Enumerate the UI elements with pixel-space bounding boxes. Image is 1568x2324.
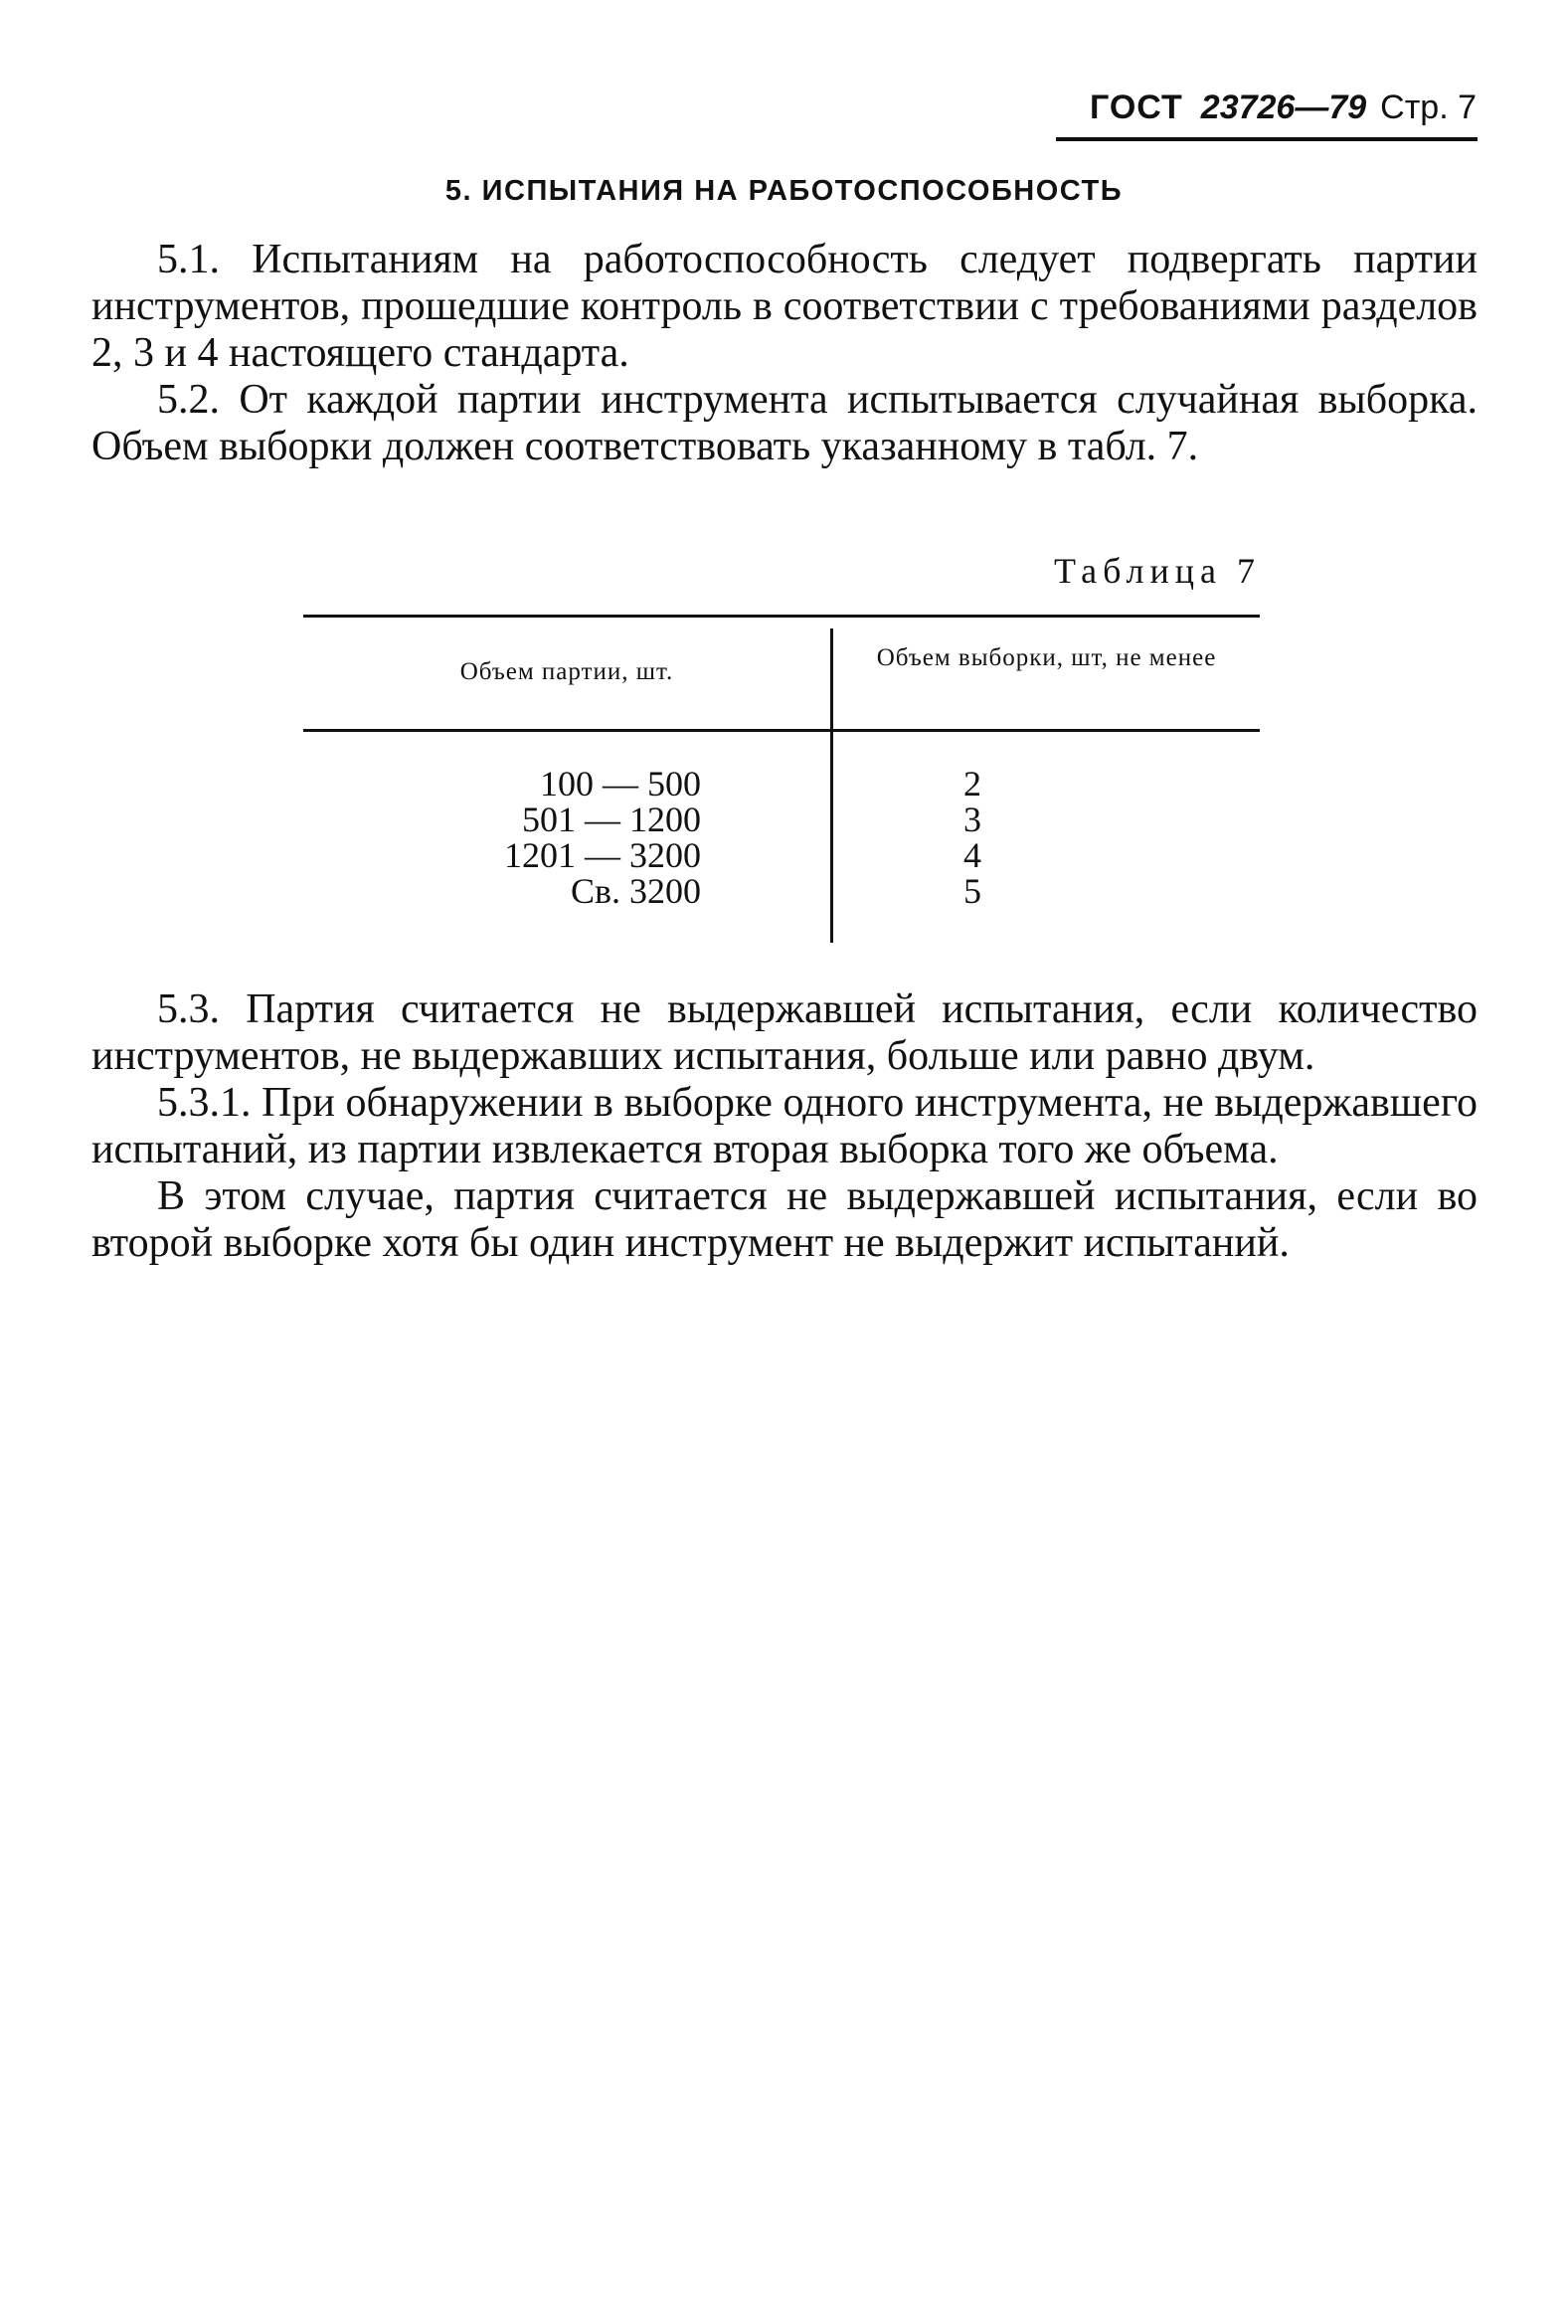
table-cell: 100 — 500 <box>540 764 701 804</box>
table-cell: 1201 — 3200 <box>504 835 701 875</box>
table-cell: 3 <box>963 800 981 839</box>
page-header <box>1054 84 1477 135</box>
body-text-top <box>91 237 1478 470</box>
table-cell: 4 <box>963 835 981 875</box>
table-header-sample-size <box>833 644 1260 671</box>
table-header-lot-size: Объем партии, шт. <box>459 658 674 685</box>
paragraph-5-3: 5.3. Партия считается не выдержавшей испытания, если количество инструментов, не выдержавших испытания, больше или равно двум. <box>91 986 1478 1079</box>
page-number: Стр. 7 <box>1380 89 1477 126</box>
table-cell: Св. 3200 <box>570 871 701 911</box>
body-text-bottom <box>91 986 1478 1267</box>
header-rule <box>1056 137 1478 141</box>
standard-number: 23726—79 <box>1200 89 1367 126</box>
table-top-rule <box>303 615 1260 618</box>
section-title: 5. ИСПЫТАНИЯ НА РАБОТОСПОСОБНОСТЬ <box>444 175 1124 207</box>
table-column-lot-size <box>363 766 701 909</box>
table-header-sample-size-text: Объем выборки, шт, не менее <box>876 644 1217 671</box>
table-cell: 5 <box>963 871 981 911</box>
paragraph-5-3-1: 5.3.1. При обнаружении в выборке одного инструмента, не выдержавшего испытаний, из партии извлекается вторая выборка того же объема. <box>91 1080 1478 1172</box>
table-column-sample-size <box>833 766 1112 909</box>
standard-label: ГОСТ <box>1090 89 1183 126</box>
paragraph-5-2: 5.2. От каждой партии инструмента испытывается случайная выборка. Объем выборки должен соответствовать указанному в табл. 7. <box>91 377 1478 469</box>
paragraph-5-3-1-note: В этом случае, партия считается не выдержавшей испытания, если во второй выборке хотя бы один инструмент не выдержит испытаний. <box>91 1173 1478 1266</box>
table-7 <box>303 615 1260 947</box>
table-header-rule <box>303 729 1260 732</box>
table-cell: 501 — 1200 <box>522 800 701 839</box>
paragraph-5-1: 5.1. Испытаниям на работоспособность следует подвергать партии инструментов, прошедшие контроль в соответствии с требованиями разделов 2, 3 и 4 настоящего стандарта. <box>91 237 1478 376</box>
table-cell: 2 <box>963 764 981 804</box>
table-caption: Таблица 7 <box>1054 551 1261 591</box>
